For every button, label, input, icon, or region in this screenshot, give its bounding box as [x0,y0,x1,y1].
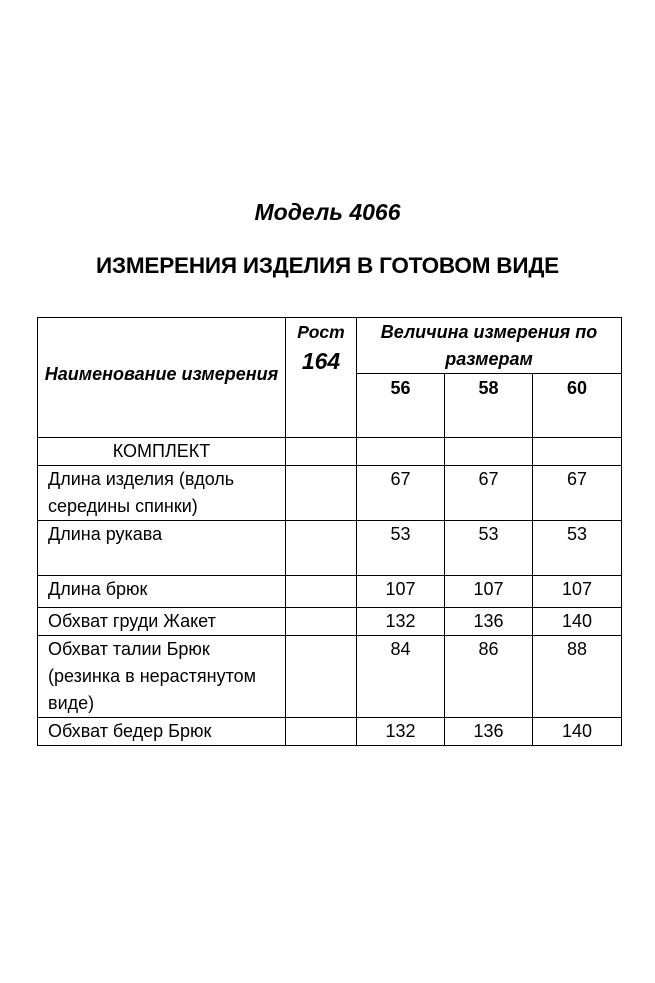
header-measurement-name: Наименование измерения [38,318,286,438]
section-empty-cell [533,438,622,466]
header-size-56: 56 [357,374,445,438]
header-height [286,318,357,438]
row-value: 53 [445,521,533,576]
section-label: КОМПЛЕКТ [38,438,286,466]
row-height-cell [286,576,357,608]
row-value: 84 [357,636,445,718]
header-height-label: Рост [297,322,345,342]
row-value: 107 [357,576,445,608]
model-title: Модель 4066 [254,199,401,225]
row-value: 136 [445,718,533,746]
header-size-group: Величина измерения по размерам [357,318,622,374]
row-height-cell [286,718,357,746]
row-value: 107 [533,576,622,608]
row-value: 53 [533,521,622,576]
row-value: 140 [533,718,622,746]
section-row [38,438,622,466]
section-empty-cell [286,438,357,466]
section-empty-cell [357,438,445,466]
measurements-table [37,317,622,746]
header-size-60: 60 [533,374,622,438]
header-size-58: 58 [445,374,533,438]
row-name: Длина изделия (вдоль середины спинки) [38,466,286,521]
row-height-cell [286,636,357,718]
row-name: Обхват талии Брюк (резинка в нерастянутом виде) [38,636,286,718]
row-value: 132 [357,608,445,636]
row-value: 132 [357,718,445,746]
row-value: 136 [445,608,533,636]
row-value: 86 [445,636,533,718]
row-value: 67 [445,466,533,521]
table-row [38,608,622,636]
row-value: 88 [533,636,622,718]
row-value: 53 [357,521,445,576]
document-title: ИЗМЕРЕНИЯ ИЗДЕЛИЯ В ГОТОВОМ ВИДЕ [96,253,559,278]
section-empty-cell [445,438,533,466]
row-value: 67 [533,466,622,521]
table-row [38,521,622,576]
table-row [38,466,622,521]
row-name: Обхват груди Жакет [38,608,286,636]
row-name: Длина рукава [38,521,286,576]
row-name: Обхват бедер Брюк [38,718,286,746]
row-value: 140 [533,608,622,636]
row-height-cell [286,521,357,576]
table-row [38,636,622,718]
table-row [38,718,622,746]
row-height-cell [286,466,357,521]
table-row [38,576,622,608]
header-height-value: 164 [301,348,341,374]
row-value: 107 [445,576,533,608]
row-name: Длина брюк [38,576,286,608]
row-height-cell [286,608,357,636]
row-value: 67 [357,466,445,521]
